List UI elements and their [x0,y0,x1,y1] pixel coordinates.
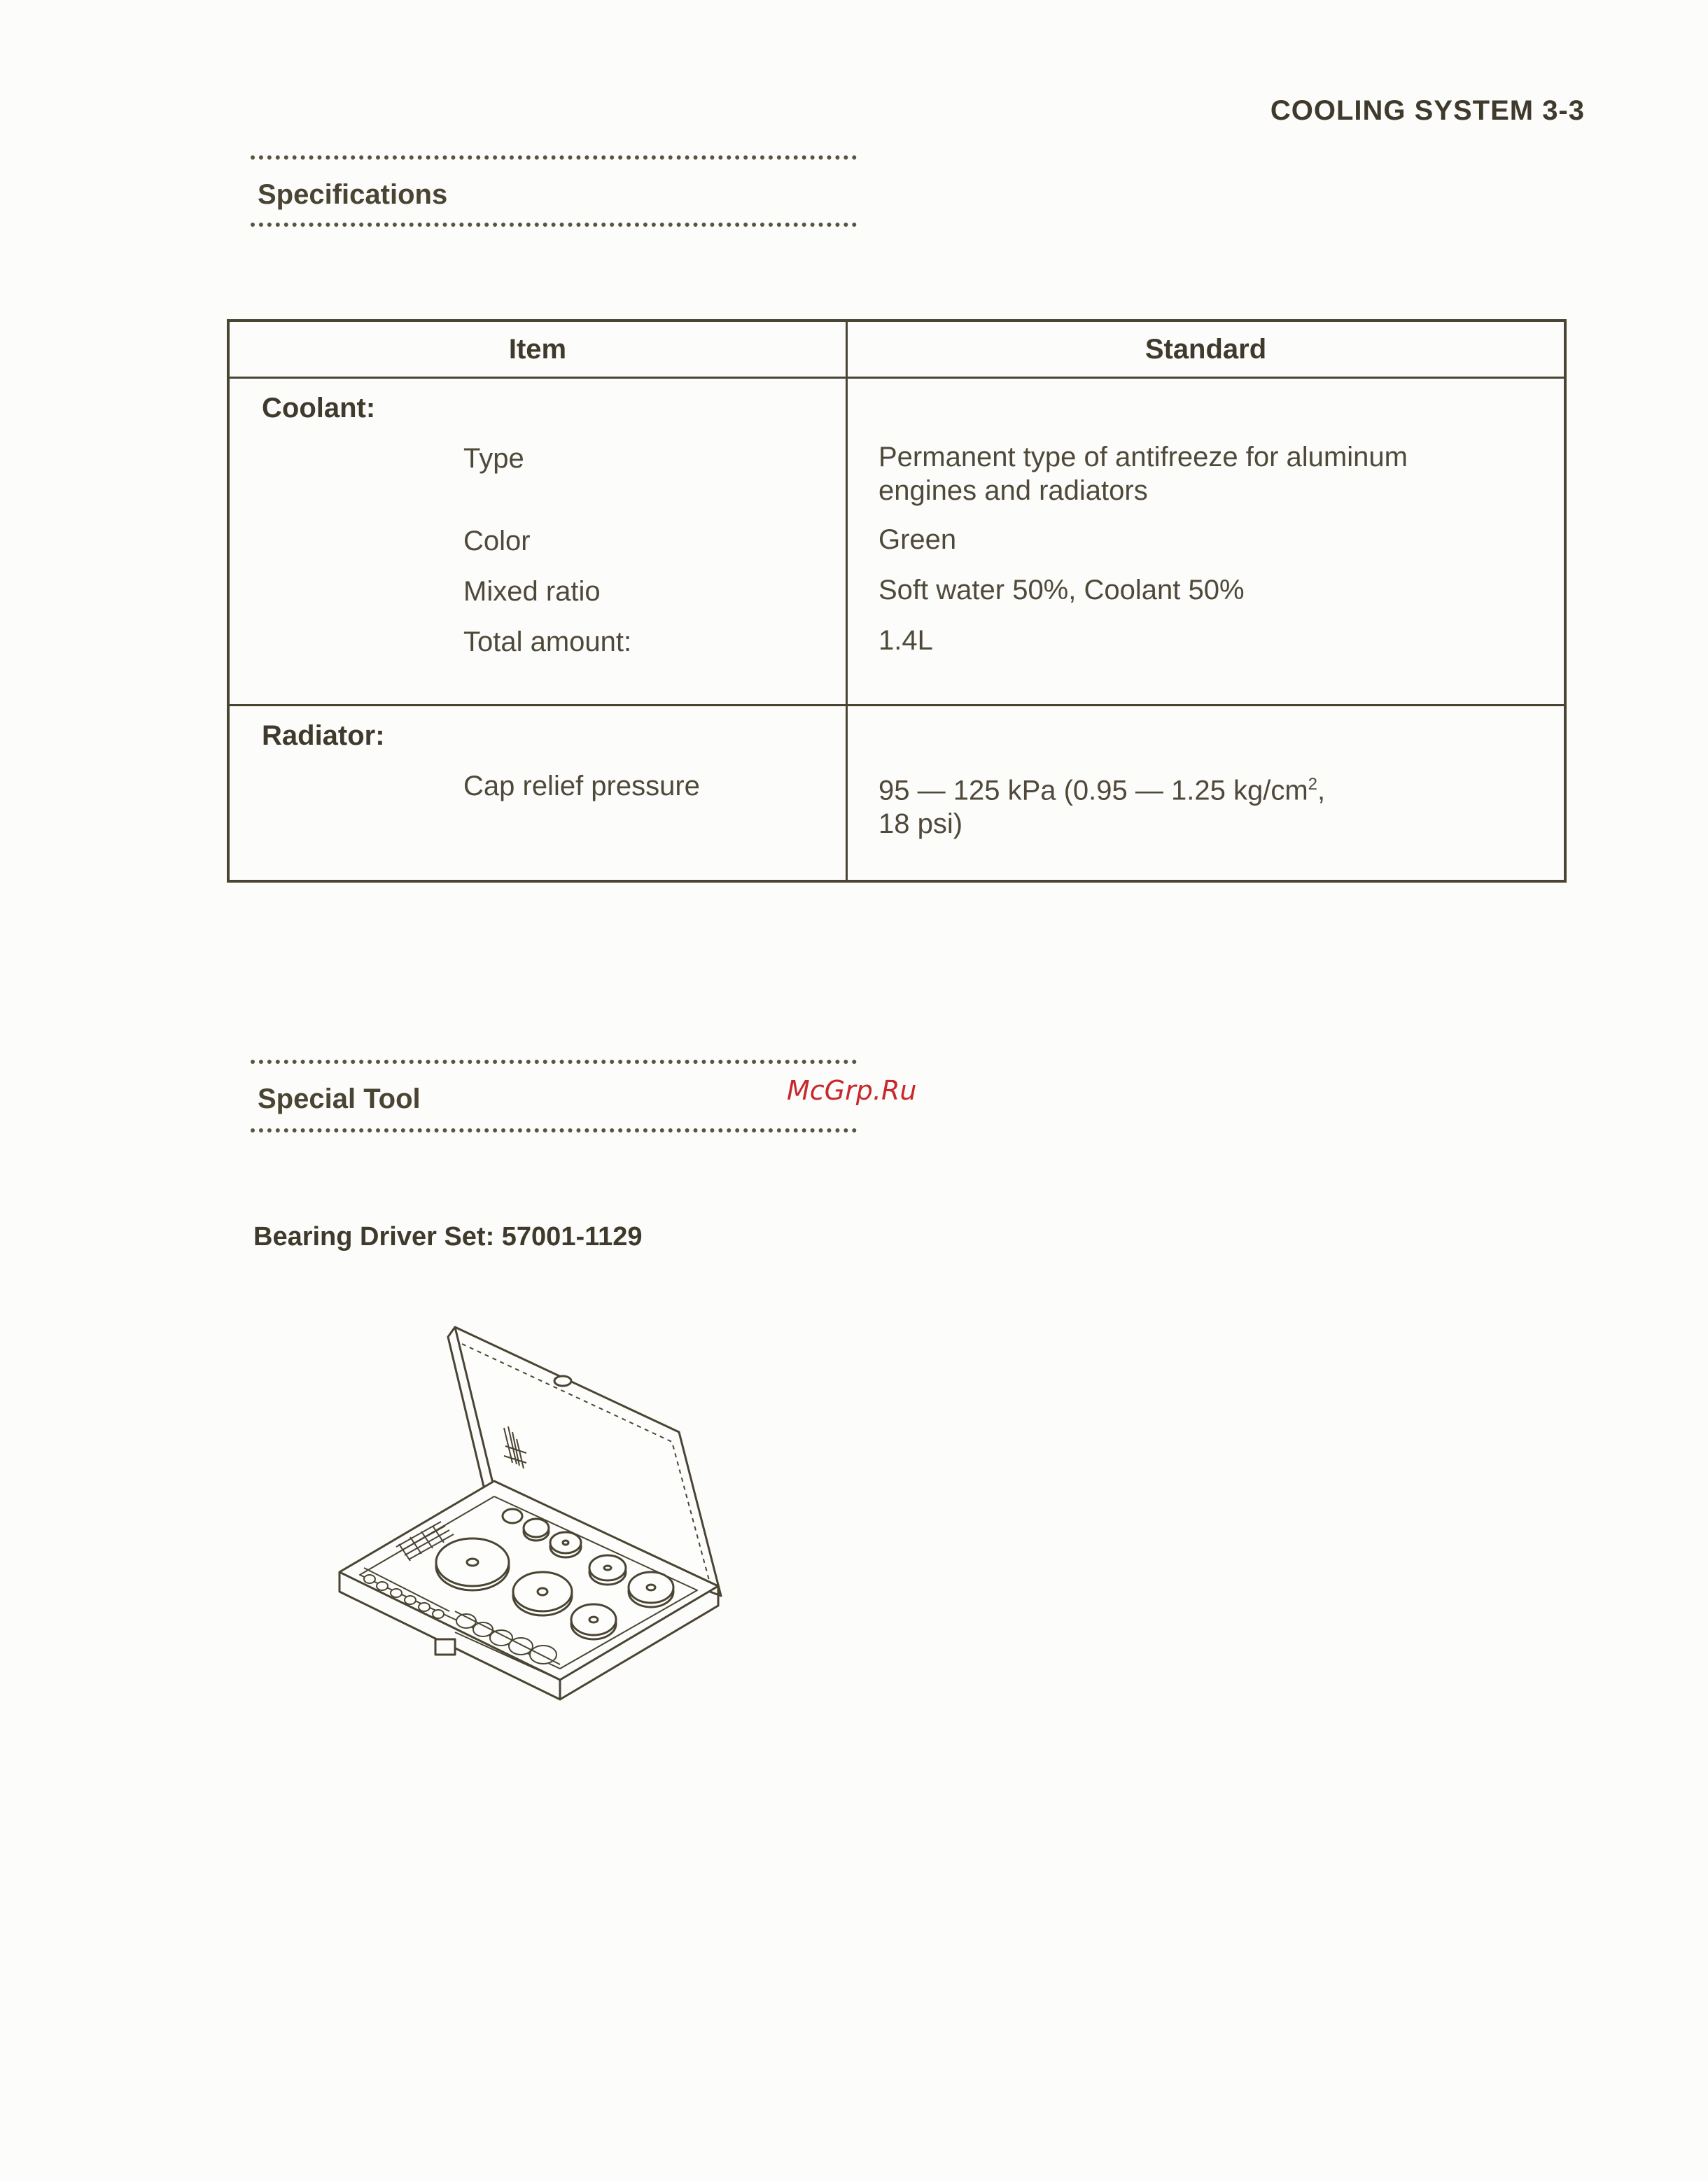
value-mixed-ratio: Soft water 50%, Coolant 50% [878,575,1245,605]
section-rule-top [251,155,857,160]
page-header: COOLING SYSTEM 3-3 [1270,95,1585,126]
section-rule-top-tool [251,1060,857,1064]
value-pressure-line1 [878,768,1325,807]
table-row-radiator [228,706,1565,882]
radiator-item-cell [228,706,847,882]
group-label-radiator: Radiator: [262,720,385,751]
column-header-standard: Standard [847,321,1566,378]
item-color: Color [463,526,531,556]
watermark: McGrp.Ru [787,1075,917,1106]
value-pressure-post: , [1317,775,1326,806]
radiator-standard-cell [847,706,1566,882]
value-pressure-pre: 95 — 125 kPa (0.95 — 1.25 kg/cm [878,775,1308,806]
coolant-item-cell [228,378,847,706]
bearing-driver-set-illustration [329,1309,735,1729]
table-header-row [228,321,1565,378]
value-type-line1: Permanent type of antifreeze for aluminum [878,442,1408,472]
coolant-standard-cell [847,378,1566,706]
section-title-special-tool: Special Tool [258,1084,421,1114]
column-header-item: Item [228,321,847,378]
value-color: Green [878,524,957,555]
value-pressure-line2: 18 psi) [878,808,963,840]
table-row-coolant [228,378,1565,706]
item-cap-relief-pressure: Cap relief pressure [463,771,700,801]
value-pressure-sup: 2 [1308,775,1318,794]
tool-label: Bearing Driver Set: 57001-1129 [253,1222,643,1251]
section-rule-bottom [251,223,857,227]
value-total-amount: 1.4L [878,625,933,656]
item-mixed-ratio: Mixed ratio [463,576,601,607]
section-title-specifications: Specifications [258,179,448,210]
value-cap-relief-pressure [878,768,1325,841]
value-type-line2: engines and radiators [878,475,1148,506]
value-type [878,440,1408,507]
specifications-table [227,319,1567,883]
item-type: Type [463,443,524,474]
group-label-coolant: Coolant: [262,393,376,423]
section-rule-bottom-tool [251,1128,857,1132]
item-total-amount: Total amount: [463,626,632,657]
